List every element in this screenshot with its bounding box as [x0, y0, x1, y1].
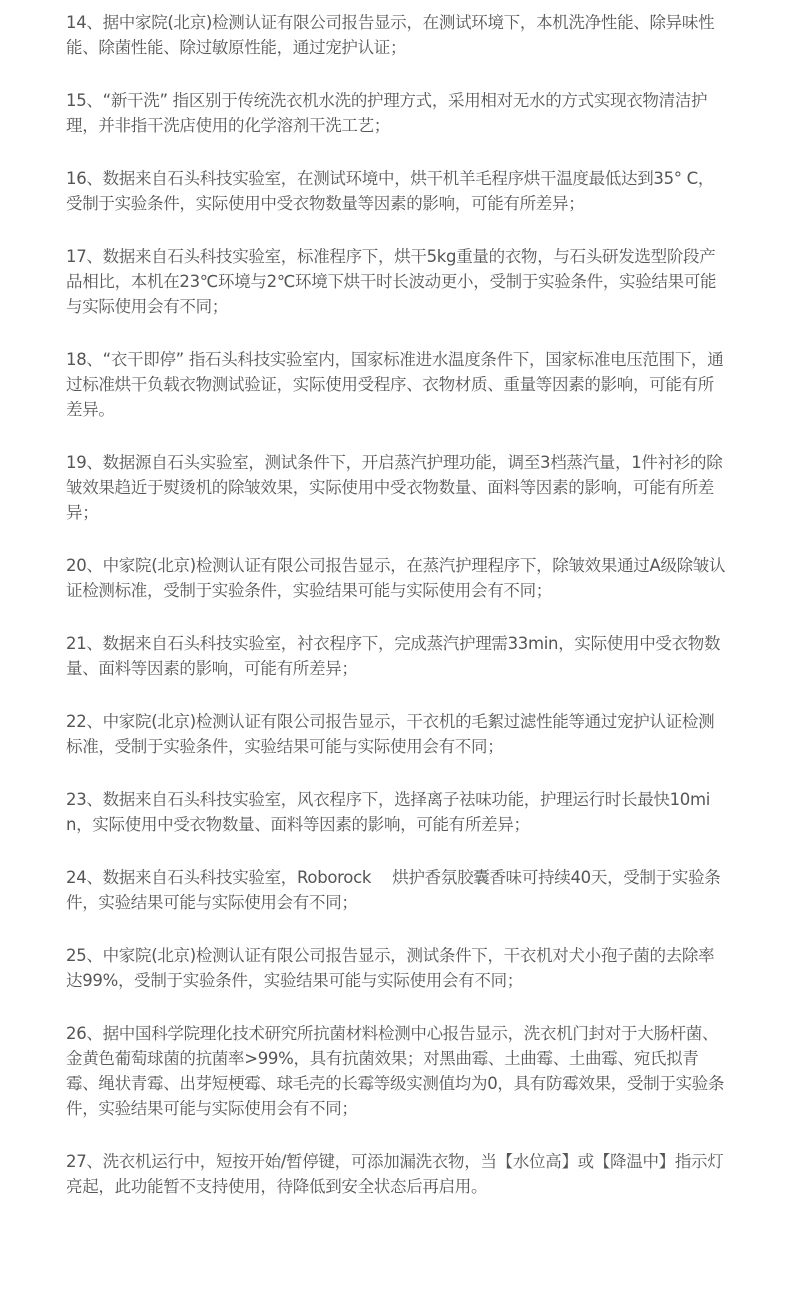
- footnote-19: 19、数据源自石头实验室，测试条件下，开启蒸汽护理功能，调至3档蒸汽量，1件衬衫的除皱效果趋近于熨烫机的除皱效果，实际使用中受衣物数量、面料等因素的影响，可能有所差异；: [66, 453, 723, 522]
- footnote-26: 26、据中国科学院理化技术研究所抗菌材料检测中心报告显示，洗衣机门封对于大肠杆菌、金黄色葡萄球菌的抗菌率>99%，具有抗菌效果；对黑曲霉、土曲霉、土曲霉、宛氏拟青霉、绳状青霉、出芽短梗霉、球毛壳的长霉等级实测值均为0，具有防霉效果，受制于实验条件，实验结果可能与实际使用会有不同；: [66, 1024, 725, 1118]
- footnote-23: 23、数据来自石头科技实验室，风衣程序下，选择离子祛味功能，护理运行时长最快10min，实际使用中受衣物数量、面料等因素的影响，可能有所差异；: [66, 790, 711, 834]
- footnote-15: 15、“新干洗” 指区别于传统洗衣机水洗的护理方式，采用相对无水的方式实现衣物清洁护理，并非指干洗店使用的化学溶剂干洗工艺；: [66, 91, 708, 135]
- footnote-27: 27、洗衣机运行中，短按开始/暂停键，可添加漏洗衣物，当【水位高】或【降温中】指示灯亮起，此功能暂不支持使用，待降低到安全状态后再启用。: [66, 1152, 724, 1196]
- footnote-14: 14、据中家院(北京)检测认证有限公司报告显示，在测试环境下，本机洗净性能、除异味性能、除菌性能、除过敏原性能，通过宠护认证；: [66, 13, 715, 57]
- footnote-25: 25、中家院(北京)检测认证有限公司报告显示，测试条件下，干衣机对犬小孢子菌的去除率达99%，受制于实验条件，实验结果可能与实际使用会有不同；: [66, 946, 715, 990]
- footnote-24: 24、数据来自石头科技实验室，Roborock 烘护香氛胶囊香味可持续40天，受制于实验条件，实验结果可能与实际使用会有不同；: [66, 868, 721, 912]
- footnote-22: 22、中家院(北京)检测认证有限公司报告显示，干衣机的毛絮过滤性能等通过宠护认证检测标准，受制于实验条件，实验结果可能与实际使用会有不同；: [66, 712, 715, 756]
- footnote-20: 20、中家院(北京)检测认证有限公司报告显示，在蒸汽护理程序下，除皱效果通过A级除皱认证检测标准，受制于实验条件，实验结果可能与实际使用会有不同；: [66, 556, 726, 600]
- footnote-list: [66, 10, 730, 1227]
- footnote-18: 18、“衣干即停” 指石头科技实验室内，国家标准进水温度条件下，国家标准电压范围下，通过标准烘干负载衣物测试验证，实际使用受程序、衣物材质、重量等因素的影响，可能有所差异。: [66, 350, 724, 419]
- footnote-17: 17、数据来自石头科技实验室，标准程序下，烘干5kg重量的衣物，与石头研发选型阶段产品相比，本机在23℃环境与2℃环境下烘干时长波动更小，受制于实验条件，实验结果可能与实际使用会有不同；: [66, 247, 717, 316]
- footnote-16: 16、数据来自石头科技实验室，在测试环境中，烘干机羊毛程序烘干温度最低达到35° C，受制于实验条件，实际使用中受衣物数量等因素的影响，可能有所差异；: [66, 169, 715, 213]
- footnote-21: 21、数据来自石头科技实验室，衬衣程序下，完成蒸汽护理需33min，实际使用中受衣物数量、面料等因素的影响，可能有所差异；: [66, 634, 721, 678]
